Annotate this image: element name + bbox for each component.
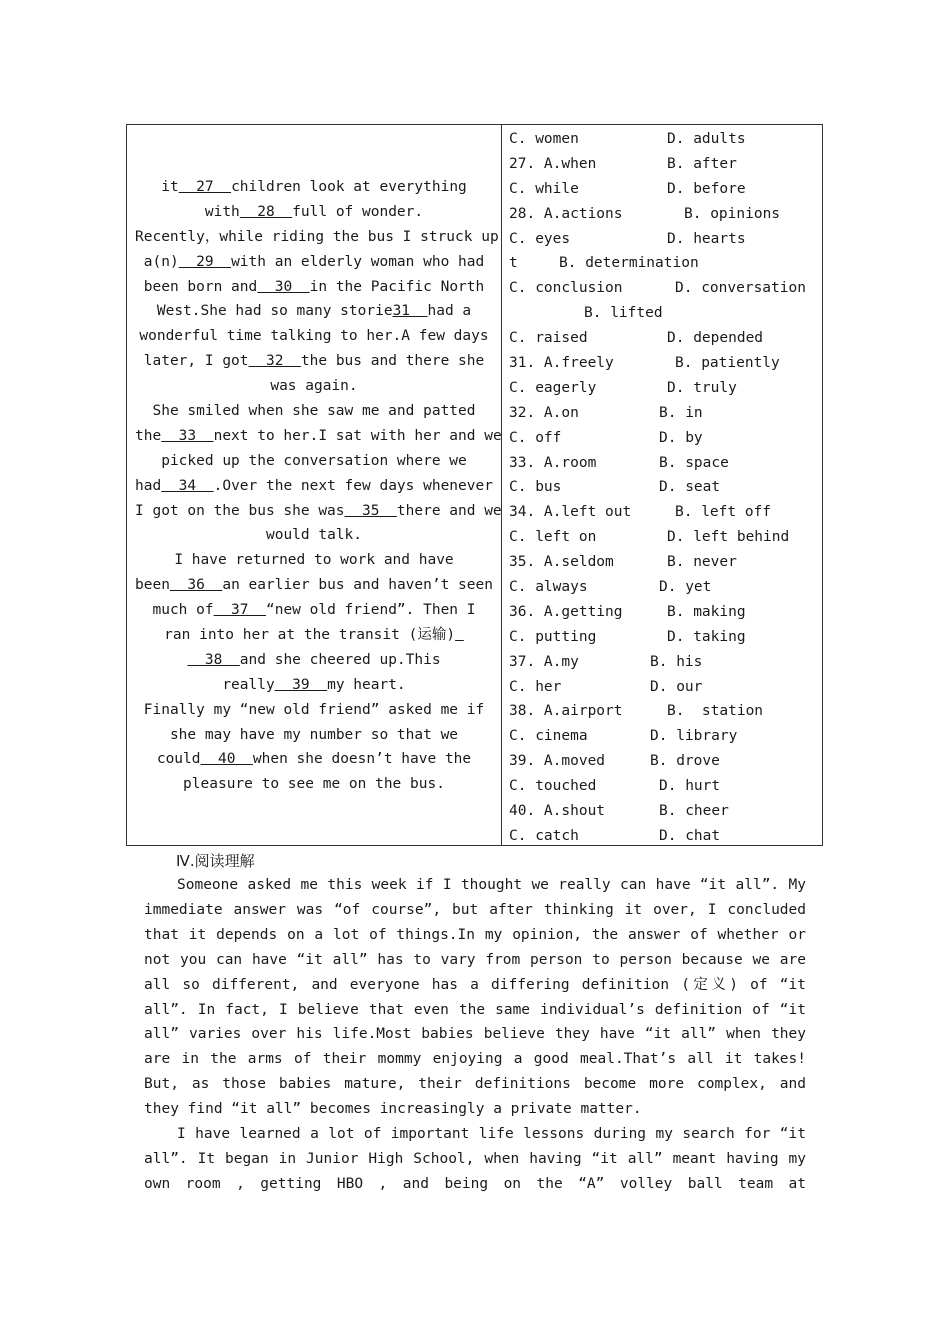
passage-text: I have returned to work and have [174,552,454,569]
passage-line [135,374,493,399]
passage-text: when she doesn’t have the [252,751,472,768]
option-text: B. drove [650,753,720,770]
option-row [509,376,819,401]
option-text: 27. A.when [509,155,597,172]
option-row [509,625,819,650]
passage-line [135,698,493,723]
passage-text: “new old friend”. Then I [265,602,476,619]
passage-text: next to her.I sat with her and we [213,427,502,444]
option-text: D. left behind [667,529,790,546]
option-text: B. in [659,404,703,421]
option-text: 39. A.moved [509,753,606,770]
passage-text: with an elderly woman who had [231,253,485,270]
option-text: C. while [509,180,579,197]
option-text: C. women [509,131,579,147]
reading-passage [144,873,806,1197]
option-text: B. cheer [659,803,729,820]
passage-text: she may have my number so that we [169,726,459,743]
cloze-table [126,124,823,846]
answer-blank: 34 [161,477,214,494]
answer-blank: 35 [344,502,397,519]
option-text: C. her [509,678,562,695]
option-text: B. patiently [675,355,780,372]
option-row [509,724,819,749]
option-row [509,824,819,849]
passage-line [135,424,502,449]
option-text: C. bus [509,479,562,496]
passage-text: the [135,427,162,444]
passage-text: full of wonder. [292,203,424,220]
option-text: B. making [667,603,746,620]
passage-text: been [135,577,170,594]
option-text: 38. A.airport [509,703,623,720]
option-text: D. before [667,180,746,197]
option-text: C. cinema [509,728,588,745]
passage-line [135,299,493,324]
passage-text: the bus and there she [300,353,485,370]
option-row [509,152,819,177]
column-divider [501,125,502,845]
passage-text: and she cheered up.This [239,651,441,668]
option-row [509,550,819,575]
option-text: D. seat [659,479,721,496]
option-text: B. his [650,653,703,670]
passage-text: children look at everything [231,179,467,195]
passage-line [135,499,502,524]
option-text: C. catch [509,827,579,844]
option-text: D. by [659,429,703,446]
passage-text: .Over the next few days whenever [213,477,493,494]
passage-text: could [156,751,201,768]
option-text: C. raised [509,330,588,347]
answer-blank: 33 [161,427,214,444]
option-text: B. left off [675,504,772,521]
passage-text: in the Pacific North [309,278,485,295]
option-text: C. eagerly [509,379,597,396]
cloze-passage [135,175,502,797]
option-text: C. off [509,429,562,446]
answer-blank: 32 [248,353,301,370]
option-row [509,475,819,500]
answer-blank: 39 [274,676,328,693]
option-text: C. putting [509,628,597,645]
passage-text: picked up the conversation where we [161,452,467,469]
option-text: D. hearts [667,230,746,247]
option-text: B. opinions [684,205,781,222]
passage-text: an earlier bus and haven’t seen [222,577,493,594]
passage-line [135,648,493,673]
option-text: D. adults [667,131,746,147]
option-row [509,699,819,724]
option-text: D. library [650,728,738,745]
option-text: 28. A.actions [509,205,623,222]
option-row [509,326,819,351]
passage-text: had a [427,303,472,320]
option-text: B. after [667,155,737,172]
passage-text: West.She had so many storie [156,303,393,320]
passage-line [135,175,493,200]
passage-text: She smiled when she saw me and patted [152,403,476,420]
option-row [509,227,819,252]
answer-blank: 38 [187,651,240,668]
option-row [509,525,819,550]
passage-text: much of [152,602,214,619]
option-text: B. station [667,703,764,720]
passage-line [135,747,493,772]
option-text: 34. A.left out [509,504,632,521]
passage-text: wonderful time talking to her.A few days [139,328,489,345]
cloze-options [509,127,819,849]
option-row [509,202,819,227]
passage-text: was again. [270,378,358,395]
passage-line [135,250,493,275]
option-text: D. conversation [675,280,806,297]
passage-line [135,474,493,499]
passage-text: pleasure to see me on the bus. [183,776,445,793]
option-row [509,301,819,326]
passage-text: with [204,203,240,220]
option-text: 40. A.shout [509,803,606,820]
passage-text: had [135,477,162,494]
option-row [509,749,819,774]
passage-text: I got on the bus she was [135,502,345,519]
passage-text: Finally my “new old friend” asked me if [143,701,485,718]
answer-blank: 27 [178,179,232,195]
option-text: C. always [509,579,588,596]
passage-text: my heart. [327,676,406,693]
passage-text: really [222,676,275,693]
passage-line [135,523,493,548]
passage-line [135,623,493,648]
option-row [509,426,819,451]
answer-blank: 31 [392,303,428,320]
option-text: 33. A.room [509,454,597,471]
option-text: C. left on [509,529,597,546]
answer-blank: 29 [178,253,232,270]
paragraph: I have learned a lot of important life lessons during my search for “it all”. It began in Junior High School, when having “it all” meant having my own room , getting HBO , and being on the “A” volley ball team at [144,1126,806,1192]
option-text: C. eyes [509,230,571,247]
option-text: D. hurt [659,778,721,795]
option-text: 36. A.getting [509,603,623,620]
option-row [509,650,819,675]
passage-line [135,449,493,474]
option-text: 31. A.freely [509,355,614,372]
option-row [509,127,819,152]
passage-line [135,399,493,424]
option-row [509,500,819,525]
option-row [509,177,819,202]
option-row [509,774,819,799]
option-text: C. touched [509,778,597,795]
option-text: D. depended [667,330,764,347]
option-row [509,251,819,276]
option-text: D. our [650,678,703,695]
passage-line [135,598,493,623]
answer-blank: 30 [257,278,310,295]
option-row [509,600,819,625]
option-row [509,799,819,824]
option-text: B. never [667,554,737,571]
passage-line [135,673,493,698]
option-text: D. truly [667,379,737,396]
option-row [509,451,819,476]
passage-line [135,349,493,374]
paragraph: Someone asked me this week if I thought we really can have “it all”. My immediate answer was “of course”, but after thinking it over, I concluded that it depends on a lot of things.In my opinion, the answer of whether or not you can have “it all” has to vary from person to person because we are all so different, and everyone has a differing definition (定义) of “it all”. In fact, I believe that even the same individual’s definition of “it all” varies over his life.Most babies believe they have “it all” when they are in the arms of their mommy enjoying a good meal.That’s all it takes! But, as those babies mature, their definitions become more complex, and they find “it all” becomes increasingly a private matter. [144,877,806,1118]
passage-text: a(n) [143,253,179,270]
passage-text: would talk. [265,527,363,544]
option-row [509,401,819,426]
option-text: B. lifted [584,305,663,322]
option-text: B. space [659,454,729,471]
option-row [509,675,819,700]
passage-text: later, I got [143,353,249,370]
answer-blank: 28 [239,203,293,220]
option-row [509,276,819,301]
passage-text: ran into her at the transit (运输) [164,627,456,644]
option-text: 37. A.my [509,653,579,670]
passage-line [135,573,493,598]
passage-line [135,324,493,349]
option-text: D. chat [659,827,721,844]
option-row [509,575,819,600]
passage-line [135,548,493,573]
passage-line [135,225,499,250]
section-title: Ⅳ.阅读理解 [176,852,255,870]
passage-text: been born and [143,278,258,295]
option-text: 35. A.seldom [509,554,614,571]
passage-line [135,275,493,300]
answer-blank: 37 [213,602,266,619]
passage-text: Recently，while riding the bus I struck up [135,228,499,245]
answer-blank [455,627,464,643]
option-text: 32. A.on [509,404,579,421]
passage-line [135,772,493,797]
option-row [509,351,819,376]
option-text: D. taking [667,628,746,645]
option-text: B. determination [559,255,699,272]
passage-line [135,200,493,225]
passage-line [135,723,493,748]
answer-blank: 40 [200,751,253,768]
passage-text: it [161,179,179,195]
answer-blank: 36 [169,577,223,594]
option-text: D. yet [659,579,712,596]
option-text: t [509,255,518,272]
passage-text: there and we [396,502,502,519]
option-text: C. conclusion [509,280,623,297]
